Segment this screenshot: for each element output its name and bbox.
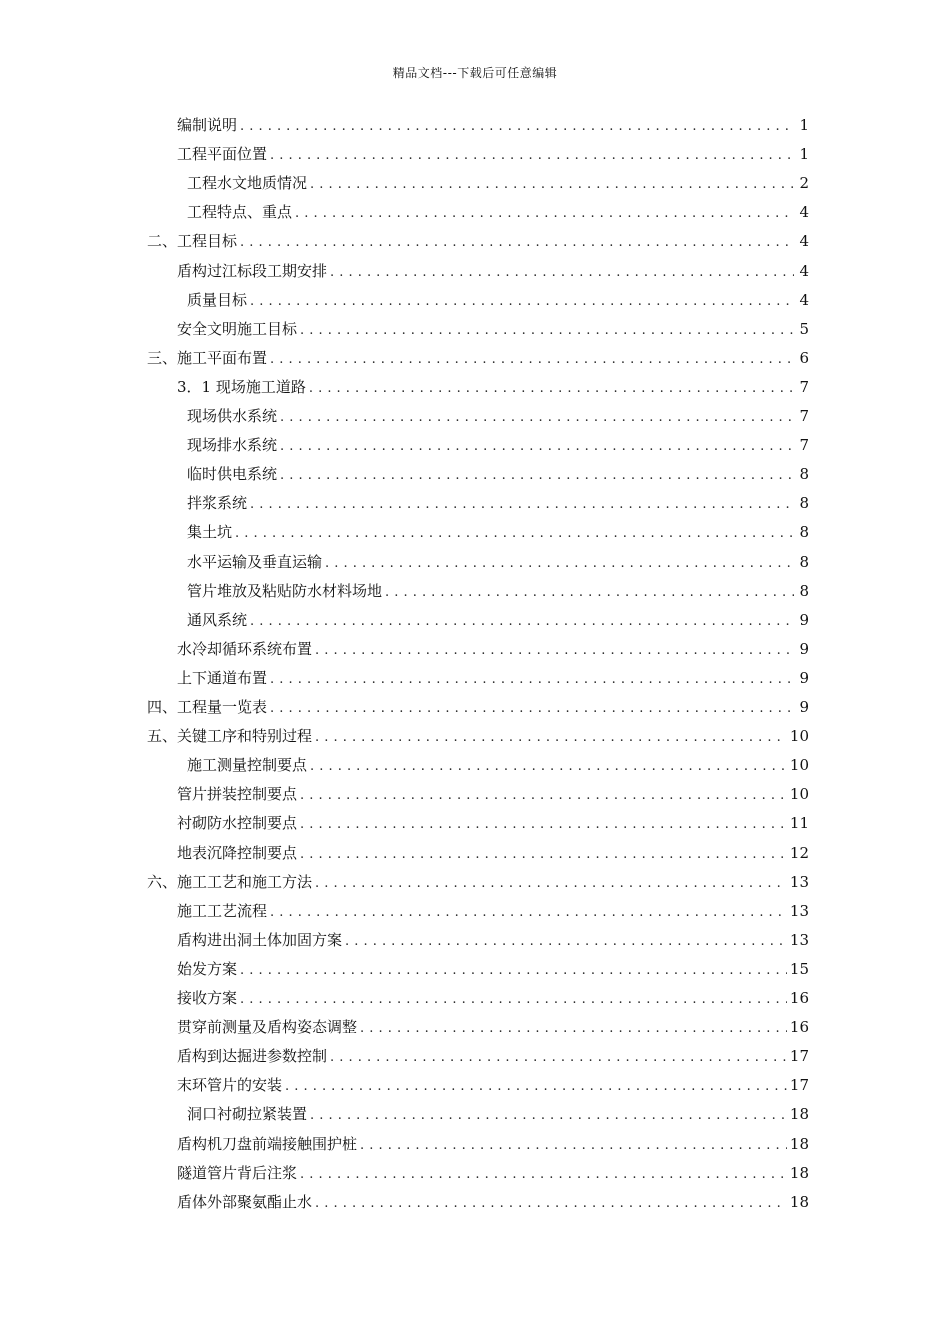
toc-entry[interactable] (187, 431, 809, 460)
toc-page-number: 17 (789, 1076, 809, 1094)
toc-entry[interactable] (177, 1159, 809, 1188)
toc-entry[interactable] (187, 489, 809, 518)
toc-entry-label: 水冷却循环系统布置 (177, 640, 313, 658)
toc-page-number: 9 (799, 611, 809, 629)
toc-dot-leader (240, 956, 787, 985)
toc-page-number: 8 (799, 523, 809, 541)
toc-page-number: 9 (799, 669, 809, 687)
toc-dot-leader (300, 1160, 787, 1189)
toc-entry-label: 地表沉降控制要点 (177, 844, 298, 862)
toc-entry-label: 隧道管片背后注浆 (177, 1164, 298, 1182)
toc-entry-label: 接收方案 (177, 989, 238, 1007)
toc-entry-label: 末环管片的安装 (177, 1076, 283, 1094)
toc-entry-label: 3．1 现场施工道路 (177, 378, 306, 396)
toc-page-number: 10 (789, 727, 809, 745)
toc-dot-leader (280, 432, 794, 461)
toc-entry[interactable] (147, 344, 809, 373)
toc-entry[interactable] (177, 111, 809, 140)
toc-dot-leader (315, 723, 787, 752)
toc-entry[interactable] (177, 315, 809, 344)
toc-entry-label: 衬砌防水控制要点 (177, 814, 298, 832)
toc-entry-label: 现场供水系统 (187, 407, 278, 425)
toc-dot-leader (235, 519, 794, 548)
toc-entry-label: 管片堆放及粘贴防水材料场地 (187, 582, 383, 600)
toc-dot-leader (250, 287, 794, 316)
toc-page-number: 16 (789, 1018, 809, 1036)
toc-entry-label: 临时供电系统 (187, 465, 278, 483)
toc-dot-leader (315, 1189, 787, 1218)
toc-dot-leader (330, 258, 794, 287)
toc-page-number: 4 (799, 232, 809, 250)
toc-page-number: 1 (799, 116, 809, 134)
toc-page-number: 13 (789, 873, 809, 891)
toc-page-number: 2 (799, 174, 809, 192)
toc-page-number: 18 (789, 1164, 809, 1182)
toc-dot-leader (240, 228, 794, 257)
toc-page-number: 6 (799, 349, 809, 367)
toc-dot-leader (250, 490, 794, 519)
toc-entry[interactable] (177, 926, 809, 955)
toc-entry[interactable] (147, 722, 809, 751)
toc-page-number: 18 (789, 1135, 809, 1153)
toc-dot-leader (330, 1043, 787, 1072)
toc-dot-leader (300, 781, 787, 810)
toc-entry-label: 四、工程量一览表 (147, 698, 268, 716)
toc-page-number: 11 (789, 814, 809, 832)
toc-page-number: 17 (789, 1047, 809, 1065)
toc-dot-leader (310, 1101, 787, 1130)
toc-page-number: 12 (789, 844, 809, 862)
toc-page-number: 1 (799, 145, 809, 163)
toc-dot-leader (310, 752, 787, 781)
toc-page-number: 4 (799, 203, 809, 221)
toc-entry-label: 洞口衬砌拉紧装置 (187, 1105, 308, 1123)
toc-entry-label: 工程特点、重点 (187, 203, 293, 221)
toc-entry[interactable] (147, 693, 809, 722)
toc-dot-leader (295, 199, 794, 228)
toc-page-number: 18 (789, 1193, 809, 1211)
toc-entry-label: 盾构过江标段工期安排 (177, 262, 328, 280)
toc-entry[interactable] (177, 1130, 809, 1159)
toc-dot-leader (309, 374, 794, 403)
toc-entry-label: 通风系统 (187, 611, 248, 629)
toc-entry-label: 安全文明施工目标 (177, 320, 298, 338)
toc-entry-label: 盾构到达掘进参数控制 (177, 1047, 328, 1065)
toc-entry[interactable] (187, 751, 809, 780)
toc-dot-leader (270, 694, 794, 723)
toc-entry[interactable] (177, 809, 809, 838)
toc-entry-label: 盾构机刀盘前端接触围护桩 (177, 1135, 358, 1153)
toc-entry[interactable] (177, 257, 809, 286)
toc-entry-label: 盾构进出洞土体加固方案 (177, 931, 343, 949)
toc-entry-label: 上下通道布置 (177, 669, 268, 687)
toc-entry[interactable] (177, 1013, 809, 1042)
toc-dot-leader (270, 141, 794, 170)
toc-entry-label: 贯穿前测量及盾构姿态调整 (177, 1018, 358, 1036)
toc-entry[interactable] (147, 868, 809, 897)
toc-entry[interactable] (187, 577, 809, 606)
toc-entry[interactable] (177, 897, 809, 926)
toc-entry-label: 拌浆系统 (187, 494, 248, 512)
toc-entry[interactable] (187, 460, 809, 489)
toc-dot-leader (240, 112, 794, 141)
toc-entry[interactable] (187, 548, 809, 577)
toc-entry[interactable] (187, 286, 809, 315)
toc-dot-leader (270, 665, 794, 694)
toc-entry[interactable] (187, 198, 809, 227)
toc-dot-leader (300, 810, 787, 839)
toc-page-number: 8 (799, 494, 809, 512)
toc-entry-label: 六、施工工艺和施工方法 (147, 873, 313, 891)
toc-entry[interactable] (177, 839, 809, 868)
toc-entry-label: 盾体外部聚氨酯止水 (177, 1193, 313, 1211)
toc-entry-label: 三、施工平面布置 (147, 349, 268, 367)
toc-dot-leader (300, 316, 794, 345)
toc-entry[interactable] (177, 373, 809, 402)
toc-entry[interactable] (187, 518, 809, 547)
toc-page-number: 8 (799, 582, 809, 600)
toc-page-number: 8 (799, 465, 809, 483)
toc-page-number: 9 (799, 698, 809, 716)
toc-entry-label: 水平运输及垂直运输 (187, 553, 323, 571)
toc-dot-leader (315, 636, 794, 665)
toc-dot-leader (345, 927, 787, 956)
toc-dot-leader (280, 461, 794, 490)
toc-entry-label: 二、工程目标 (147, 232, 238, 250)
toc-page-number: 18 (789, 1105, 809, 1123)
toc-dot-leader (300, 840, 787, 869)
toc-page-number: 4 (799, 262, 809, 280)
toc-entry-label: 编制说明 (177, 116, 238, 134)
toc-dot-leader (360, 1131, 787, 1160)
toc-page-number: 10 (789, 756, 809, 774)
toc-entry[interactable] (187, 1100, 809, 1129)
toc-entry[interactable] (177, 955, 809, 984)
toc-page-number: 8 (799, 553, 809, 571)
toc-entry-label: 质量目标 (187, 291, 248, 309)
toc-page-number: 10 (789, 785, 809, 803)
toc-entry-label: 五、关键工序和特别过程 (147, 727, 313, 745)
toc-entry[interactable] (177, 1071, 809, 1100)
toc-entry-label: 施工工艺流程 (177, 902, 268, 920)
toc-entry-label: 始发方案 (177, 960, 238, 978)
toc-page-number: 13 (789, 931, 809, 949)
toc-dot-leader (310, 170, 794, 199)
toc-dot-leader (270, 898, 787, 927)
toc-entry[interactable] (177, 635, 809, 664)
toc-entry[interactable] (177, 140, 809, 169)
toc-entry[interactable] (177, 1188, 809, 1217)
toc-page-number: 4 (799, 291, 809, 309)
toc-page-number: 5 (799, 320, 809, 338)
toc-dot-leader (285, 1072, 787, 1101)
toc-page-number: 7 (799, 407, 809, 425)
toc-dot-leader (240, 985, 787, 1014)
toc-entry[interactable] (177, 1042, 809, 1071)
toc-page-number: 9 (799, 640, 809, 658)
toc-entry[interactable] (177, 780, 809, 809)
toc-entry-label: 管片拼装控制要点 (177, 785, 298, 803)
toc-dot-leader (325, 549, 794, 578)
toc-entry[interactable] (187, 606, 809, 635)
table-of-contents (0, 111, 950, 1241)
toc-dot-leader (280, 403, 794, 432)
toc-dot-leader (270, 345, 794, 374)
toc-entry[interactable] (177, 984, 809, 1013)
toc-page-number: 13 (789, 902, 809, 920)
toc-page-number: 7 (799, 436, 809, 454)
toc-dot-leader (360, 1014, 787, 1043)
toc-dot-leader (385, 578, 794, 607)
toc-entry-label: 现场排水系统 (187, 436, 278, 454)
toc-entry[interactable] (147, 227, 809, 256)
toc-entry[interactable] (187, 402, 809, 431)
toc-page-number: 15 (789, 960, 809, 978)
toc-entry-label: 集土坑 (187, 523, 233, 541)
toc-entry-label: 施工测量控制要点 (187, 756, 308, 774)
toc-dot-leader (250, 607, 794, 636)
toc-page-number: 16 (789, 989, 809, 1007)
page-header: 精品文档---下载后可任意编辑 (392, 66, 558, 80)
toc-entry[interactable] (177, 664, 809, 693)
toc-page-number: 7 (799, 378, 809, 396)
toc-entry[interactable] (187, 169, 809, 198)
toc-dot-leader (315, 869, 787, 898)
toc-entry-label: 工程平面位置 (177, 145, 268, 163)
toc-entry-label: 工程水文地质情况 (187, 174, 308, 192)
